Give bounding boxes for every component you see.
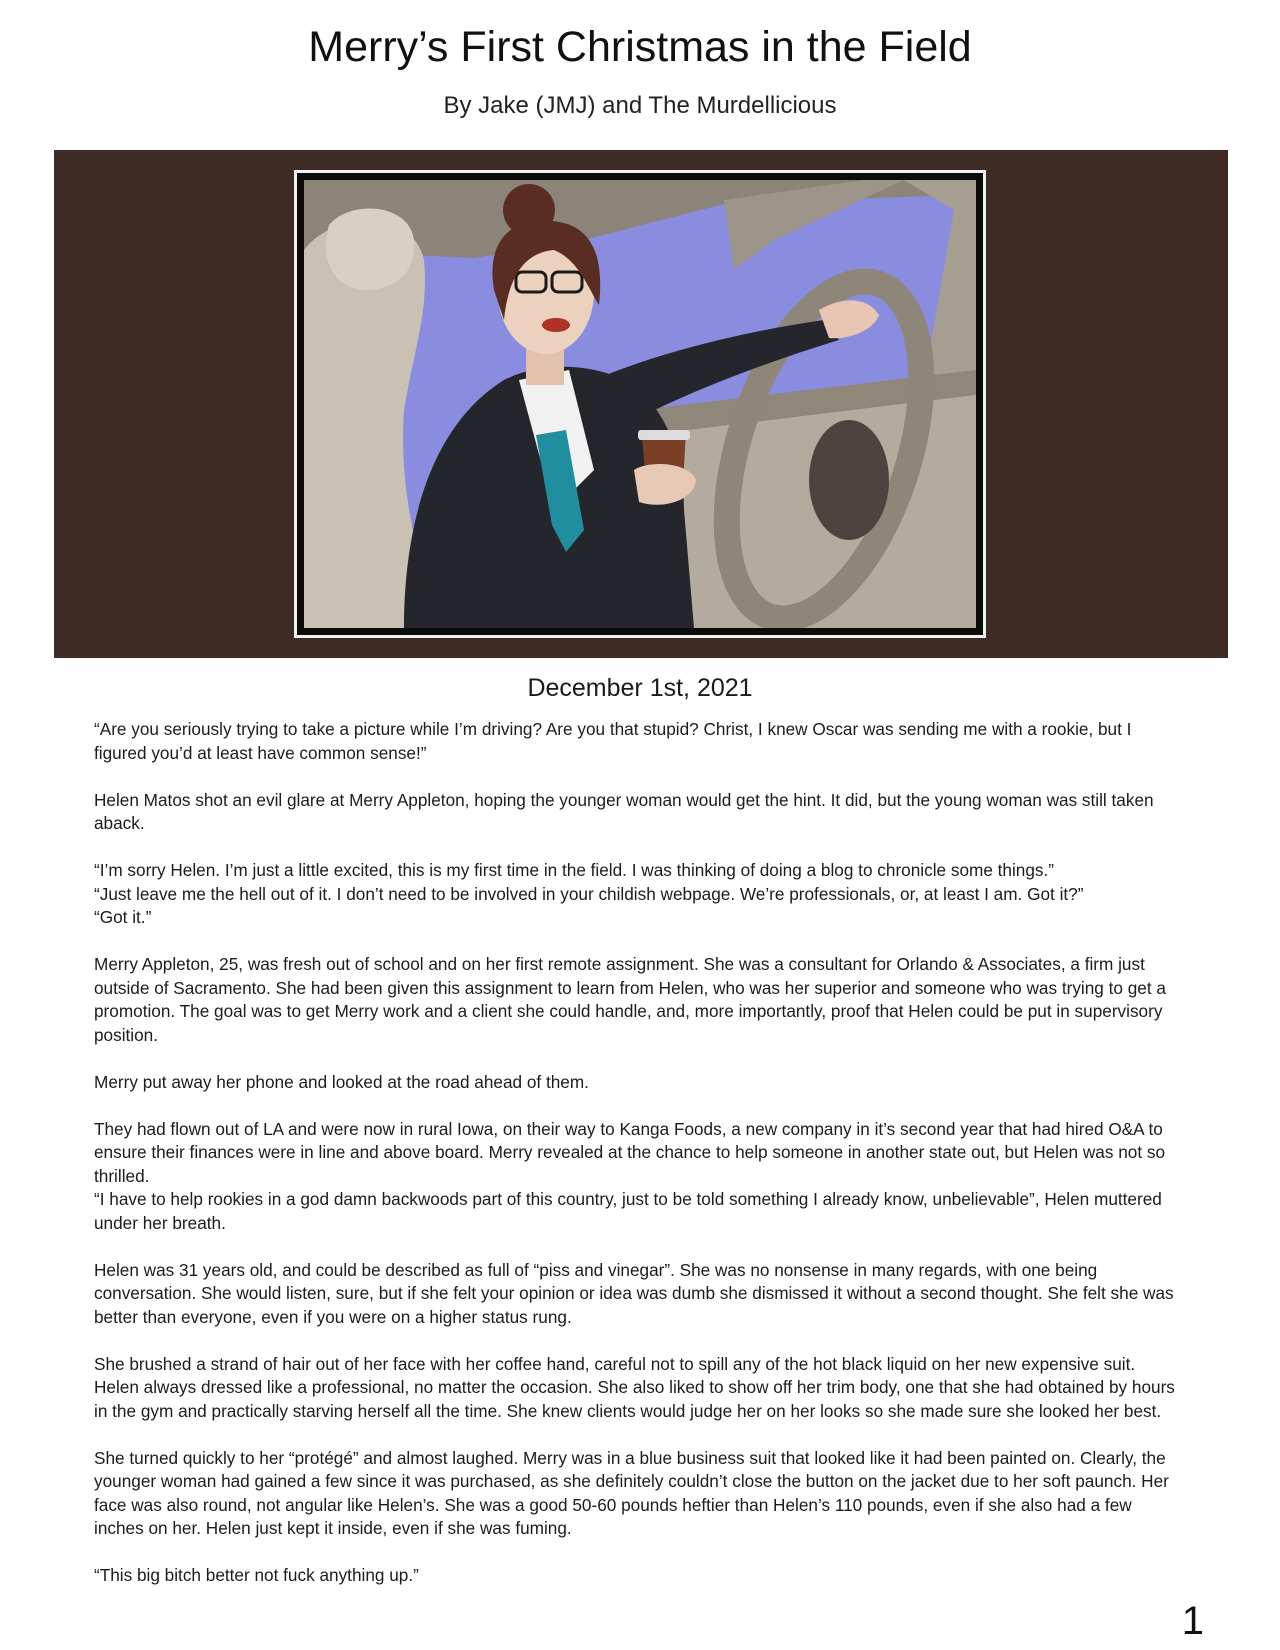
story-paragraph: Helen was 31 years old, and could be described as full of “piss and vinegar”. She was no nonsense in many regards, with one being conversation. She would listen, sure, but if she felt your opinion or idea was dumb she dismissed it without a second thought. She felt she was better than everyone, even if you were on a higher status rung. xyxy=(94,1259,1174,1327)
story-byline: By Jake (JMJ) and The Murdellicious xyxy=(443,92,837,119)
story-paragraph: Merry Appleton, 25, was fresh out of school and on her first remote assignment. She was a consultant for Orlando & Associates, a firm just outside of Sacramento. She had been given this assignment to learn from Helen, who was her superior and someone who was trying to get a promotion. The goal was to get Merry work and a client she could handle, and, more importantly, proof that Helen could be put in supervisory position. xyxy=(94,954,1166,1045)
illustration-frame xyxy=(294,170,986,638)
story-paragraph: “Are you seriously trying to take a picture while I’m driving? Are you that stupid? Christ, I knew Oscar was sending me with a rookie, but I figured you’d at least have common sense!” xyxy=(94,719,1132,763)
story-paragraph: Merry put away her phone and looked at the road ahead of them. xyxy=(94,1071,589,1092)
story-paragraph: “I’m sorry Helen. I’m just a little excited, this is my first time in the field. I was thinking of doing a blog to chronicle some things.” xyxy=(94,860,1055,880)
date-heading: December 1st, 2021 xyxy=(527,674,753,702)
illustration-coffee-lid xyxy=(638,430,690,440)
illustration-headrest xyxy=(326,208,414,290)
story-paragraph: “Just leave me the hell out of it. I don’t need to be involved in your childish webpage. We’re professionals, or, at least I am. Got it?” xyxy=(94,883,1084,904)
story-paragraph: She brushed a strand of hair out of her face with her coffee hand, careful not to spill any of the hot black liquid on her new expensive suit. Helen always dressed like a professional, no matter the occasion. She also liked to show off her trim body, one that she had obtained by hours in the gym and practically starving herself all the time. She knew clients would judge her on her looks so she made sure she looked her best. xyxy=(94,1353,1175,1421)
story-body xyxy=(94,718,1184,1588)
page-number: 1 xyxy=(1181,1599,1204,1643)
story-paragraph: Helen Matos shot an evil glare at Merry Appleton, hoping the younger woman would get the hint. It did, but the young woman was still taken aback. xyxy=(94,789,1154,833)
story-paragraph: “I have to help rookies in a god damn backwoods part of this country, just to be told something I already know, unbelievable”, Helen muttered under her breath. xyxy=(94,1189,1162,1233)
illustration-steering-hub xyxy=(809,420,889,540)
story-paragraph: “This big bitch better not fuck anything up.” xyxy=(94,1565,419,1585)
story-paragraph: They had flown out of LA and were now in rural Iowa, on their way to Kanga Foods, a new company in it’s second year that had hired O&A to ensure their finances were in line and above board. Merry revealed at the chance to help someone in another state out, but Helen was not so thrilled. xyxy=(94,1118,1166,1186)
illustration-mouth xyxy=(542,318,570,332)
story-title: Merry’s First Christmas in the Field xyxy=(308,23,972,71)
illustration-woman-driving xyxy=(304,180,976,628)
story-paragraph: She turned quickly to her “protégé” and almost laughed. Merry was in a blue business suit that looked like it had been painted on. Clearly, the younger woman had gained a few since it was purchased, as she definitely couldn’t close the button on the jacket due to her soft paunch. Her face was also round, not angular like Helen’s. She was a good 50-60 pounds heftier than Helen’s 110 pounds, even if she also had a few inches on her. Helen just kept it inside, even if she was fuming. xyxy=(94,1447,1169,1538)
illustration-matte xyxy=(297,173,983,635)
illustration-hair-bun xyxy=(503,184,555,236)
story-paragraph: “Got it.” xyxy=(94,907,152,927)
